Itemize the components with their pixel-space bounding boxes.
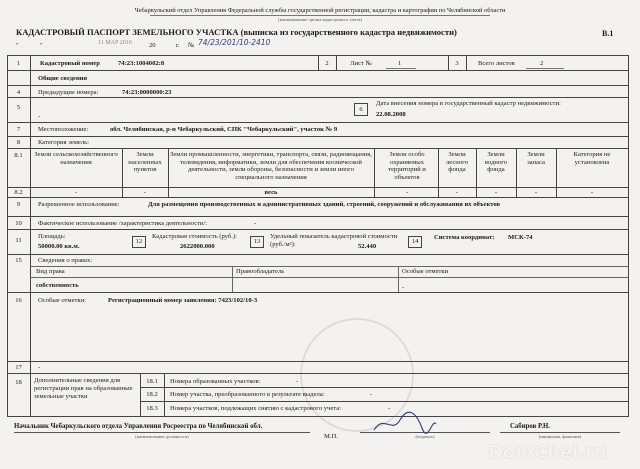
- right-type-header: Вид права: [36, 268, 65, 275]
- row-divider: [140, 387, 629, 388]
- sheet-value: 1: [398, 60, 402, 67]
- rights-header-line: [30, 277, 629, 278]
- row-divider: [140, 401, 629, 402]
- additional-info-label: Дополнительные сведения для регистрации прав на образованные земельные участки: [34, 377, 133, 400]
- category-header: Земли промышленности, энергетики, транспорта, связи, радиовещания, телевидения, информатики, земли для обеспечения космической деятельности, земли обороны, безопасности и земли иного специального назначения: [170, 151, 372, 181]
- handwritten-number: 74/23/201/10-2410: [198, 38, 271, 47]
- category-value: -: [143, 189, 147, 196]
- registration-date-value: 22.08.2008: [376, 111, 406, 118]
- category-divider: [476, 148, 477, 197]
- rights-col-divider: [398, 266, 399, 292]
- row-divider: [7, 216, 629, 217]
- general-info-heading: Общие сведения: [38, 75, 88, 82]
- cell-divider: [336, 55, 337, 70]
- row-divider: [7, 197, 629, 198]
- row-divider: [7, 85, 629, 86]
- row-number: 5: [16, 104, 21, 111]
- category-divider: [556, 148, 557, 197]
- row-number: 9: [16, 201, 21, 208]
- form-code: В.1: [602, 29, 614, 38]
- cell-number: 2: [325, 60, 329, 67]
- row17-value: -: [38, 364, 41, 371]
- right-holder-header: Правообладатель: [236, 268, 285, 275]
- underline: [386, 68, 416, 69]
- row-number: 7: [16, 126, 21, 133]
- formed-plots-value: -: [296, 378, 299, 385]
- rights-header-line: [30, 266, 629, 267]
- rights-col-divider: [232, 266, 233, 292]
- row-divider: [7, 122, 629, 123]
- coordinate-system-value: МСК-74: [508, 234, 533, 241]
- category-divider: [168, 148, 169, 197]
- category-value: -: [590, 189, 594, 196]
- row-divider: [7, 97, 629, 98]
- official-position: Начальник Чебаркульского отдела Управления Росреестра по Челябинской обл.: [14, 423, 263, 430]
- transformed-plot-value: -: [370, 391, 373, 398]
- specific-cost-value: 52.440: [358, 243, 377, 250]
- position-underline: [14, 432, 310, 433]
- position-caption: (наименование должности): [135, 434, 189, 439]
- special-notes-value: Регистрационный номер заявления: 7423/102/10-3: [108, 297, 258, 304]
- page-title: КАДАСТРОВЫЙ ПАСПОРТ ЗЕМЕЛЬНОГО УЧАСТКА (выписка из государственного кадастра недвижимости): [16, 27, 457, 37]
- org-underline: [150, 15, 490, 16]
- special-notes-label: Особые отметки:: [38, 297, 86, 304]
- sub-row-number: 18.3: [146, 405, 158, 412]
- deregistered-plots-value: -: [388, 405, 391, 412]
- right-notes-header: Особые отметки: [402, 268, 449, 275]
- row-number: 10: [15, 220, 22, 227]
- name-underline: [500, 432, 620, 433]
- row5-dash: -: [38, 113, 41, 120]
- cadastral-number-label: Кадастровый номер: [40, 60, 100, 67]
- number-column-divider: [30, 55, 31, 417]
- cell-number: 12: [135, 238, 143, 245]
- number-label: №: [188, 42, 195, 49]
- row-number: 11: [15, 237, 22, 244]
- coordinate-system-label: Система координат:: [434, 234, 495, 241]
- specific-cost-label: Удельный показатель кадастровой стоимости (руб./м²):: [270, 233, 398, 248]
- category-value: весь: [264, 189, 278, 196]
- row-number: 15: [15, 257, 22, 264]
- right-type-value: собственность: [36, 282, 79, 289]
- cell-number: 6: [359, 106, 363, 113]
- transformed-plot-label: Номер участка, преобразованного в результате выдела:: [170, 391, 325, 398]
- date-open-quote: ": [16, 42, 19, 49]
- row-number: 18: [15, 379, 22, 386]
- row-divider: [7, 148, 629, 149]
- cadastral-cost-label: Кадастровая стоимость (руб.):: [152, 233, 237, 240]
- category-header: Земли сельскохозяйственного назначения: [34, 151, 118, 166]
- org-caption: (наименование органа кадастрового учета): [278, 17, 362, 22]
- row-number: 8.2: [14, 189, 23, 196]
- permitted-use-label: Разрешенное использование:: [38, 201, 120, 208]
- previous-numbers-label: Предыдущие номера:: [38, 89, 99, 96]
- land-category-label: Категория земель:: [38, 139, 89, 146]
- row-divider: [7, 254, 629, 255]
- cell-number: 3: [455, 60, 459, 67]
- deregistered-plots-label: Номера участков, подлежащих снятию с кадастрового учета:: [170, 405, 342, 412]
- category-header: Категория не установлена: [573, 151, 611, 166]
- watermark: DomChel.ru: [488, 442, 607, 463]
- cell-number: 13: [253, 238, 261, 245]
- seal-place: М.П.: [324, 433, 338, 440]
- row-number: 1: [16, 60, 21, 67]
- row-number: 8.1: [14, 152, 23, 159]
- total-sheets-value: 2: [540, 60, 544, 67]
- actual-use-value: -: [254, 220, 257, 227]
- category-value: -: [494, 189, 498, 196]
- row-divider: [7, 70, 629, 71]
- permitted-use-value: Для размещения производственных и административных зданий, строений, сооружений и обслуживания их объектов: [148, 201, 501, 208]
- formed-plots-label: Номера образованных участков:: [170, 378, 261, 385]
- category-divider: [374, 148, 375, 197]
- total-sheets-label: Всего листов: [478, 60, 515, 67]
- date-stamp: 11 МАР 2010: [98, 40, 132, 46]
- category-value: -: [405, 189, 409, 196]
- signature-scribble: [370, 410, 440, 436]
- category-value: -: [74, 189, 78, 196]
- category-header: Земли особо охраняемых территорий и объектов: [388, 151, 426, 181]
- cadastral-number-value: 74:23:1004002:8: [118, 60, 165, 67]
- location-value: обл. Челябинская, р-н Чебаркульский, СПК "Чебаркульский", участок № 9: [110, 126, 338, 133]
- category-divider: [438, 148, 439, 197]
- date-close-quote: ": [40, 42, 43, 49]
- row-number: 8: [16, 139, 21, 146]
- date-year: 20: [149, 42, 156, 49]
- name-caption: (инициалы, фамилия): [538, 434, 582, 439]
- registration-date-label: Дата внесения номера в государственный кадастр недвижимости:: [376, 100, 561, 107]
- category-header: Земли водного фонда: [484, 151, 508, 174]
- sub-row-number: 18.2: [146, 391, 158, 398]
- sub-row-number: 18.1: [146, 378, 158, 385]
- cadastral-cost-value: 2622000.000: [180, 243, 215, 250]
- cell-divider: [466, 55, 467, 70]
- org-name: Чебаркульский отдел Управления Федеральной службы государственной регистрации, кадастра и картографии по Челябинской области: [134, 7, 506, 14]
- rights-label: Сведения о правах:: [38, 257, 93, 264]
- row-divider: [7, 136, 629, 137]
- sheet-label: Лист №: [350, 60, 372, 67]
- previous-numbers-value: 74:23:0000000:23: [122, 89, 172, 96]
- actual-use-label: Фактическое использование /характеристика деятельности/:: [38, 220, 208, 227]
- category-divider: [122, 148, 123, 197]
- underline: [526, 68, 564, 69]
- category-value: -: [455, 189, 459, 196]
- cell-number: 14: [411, 238, 419, 245]
- row-divider: [7, 229, 629, 230]
- right-notes-value: -: [402, 284, 405, 291]
- official-name: Сабиров Р.Н.: [510, 423, 550, 430]
- row-number: 17: [15, 364, 22, 371]
- row-divider: [7, 292, 629, 293]
- signature-caption: (подпись): [415, 434, 435, 439]
- row-number: 4: [16, 89, 21, 96]
- category-header: Земли лесного фонда: [446, 151, 468, 174]
- row-divider: [7, 187, 629, 188]
- category-divider: [516, 148, 517, 197]
- category-header: Земли населенных пунктов: [128, 151, 162, 174]
- area-value: 50000.00 кв.м.: [38, 243, 80, 250]
- area-label: Площадь:: [38, 233, 66, 240]
- row-number: 16: [15, 297, 22, 304]
- location-label: Местоположение:: [38, 126, 89, 133]
- cell-divider: [164, 373, 165, 417]
- category-value: -: [534, 189, 538, 196]
- category-header: Земли запаса: [527, 151, 545, 166]
- date-year-suffix: г.: [176, 42, 180, 49]
